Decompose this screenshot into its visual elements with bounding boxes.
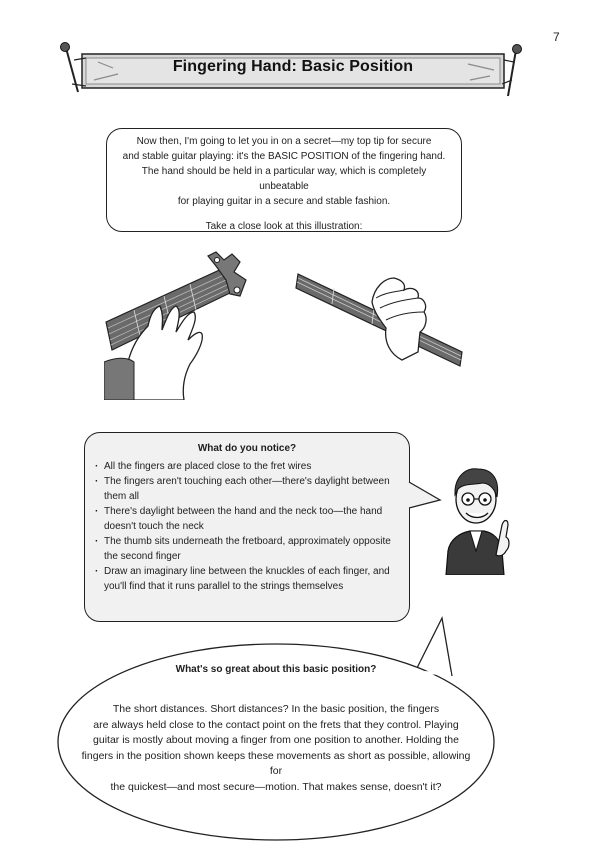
bubble-line: guitar is mostly about moving a finger from one position to another. Holding the [93, 734, 459, 746]
list-item: · There's daylight between the hand and the neck too—the hand doesn't touch the neck [95, 504, 399, 534]
intro-line: for playing guitar in a secure and stable fashion. [177, 196, 391, 207]
bubble-title: What's so great about this basic position? [175, 664, 377, 675]
bubble-line: fingers in the position shown keeps these movements as short as possible, allowing for [81, 749, 471, 777]
notice-list [95, 459, 399, 594]
hand-front-view-illustration [104, 250, 254, 400]
page-number: 7 [553, 30, 560, 44]
list-item: · All the fingers are placed close to the fret wires [95, 459, 399, 474]
intro-line: and stable guitar playing: it's the BASIC POSITION of the fingering hand. [122, 151, 446, 162]
bubble-line: The short distances. Short distances? In the basic position, the fingers [112, 703, 440, 715]
intro-closing: Take a close look at this illustration: [205, 221, 363, 232]
bubble-line: are always held close to the contact point on the frets that they control. Playing [93, 718, 459, 731]
list-item: · The thumb sits underneath the fretboard, approximately opposite the second finger [95, 534, 399, 564]
title-banner [58, 40, 528, 100]
intro-line: Now then, I'm going to let you in on a secret—my top tip for secure [136, 136, 432, 147]
notice-title: What do you notice? [197, 443, 297, 454]
list-item: · The fingers aren't touching each other—there's daylight between them all [95, 474, 399, 504]
list-item: · Draw an imaginary line between the knuckles of each finger, and you'll find that it runs parallel to the strings themselves [95, 564, 399, 594]
basic-position-speech-bubble [56, 612, 556, 844]
bubble-body [76, 702, 476, 795]
bubble-line: the quickest—and most secure—motion. That makes sense, doesn't it? [110, 780, 442, 793]
notice-callout-box [84, 432, 410, 622]
intro-text-box [106, 128, 462, 232]
intro-line: The hand should be held in a particular way, which is completely unbeatable [141, 166, 427, 192]
hand-top-view-illustration [294, 268, 464, 378]
teacher-character-illustration [440, 455, 512, 575]
page-title: Fingering Hand: Basic Position [172, 58, 414, 75]
notice-callout-tail [408, 476, 442, 516]
